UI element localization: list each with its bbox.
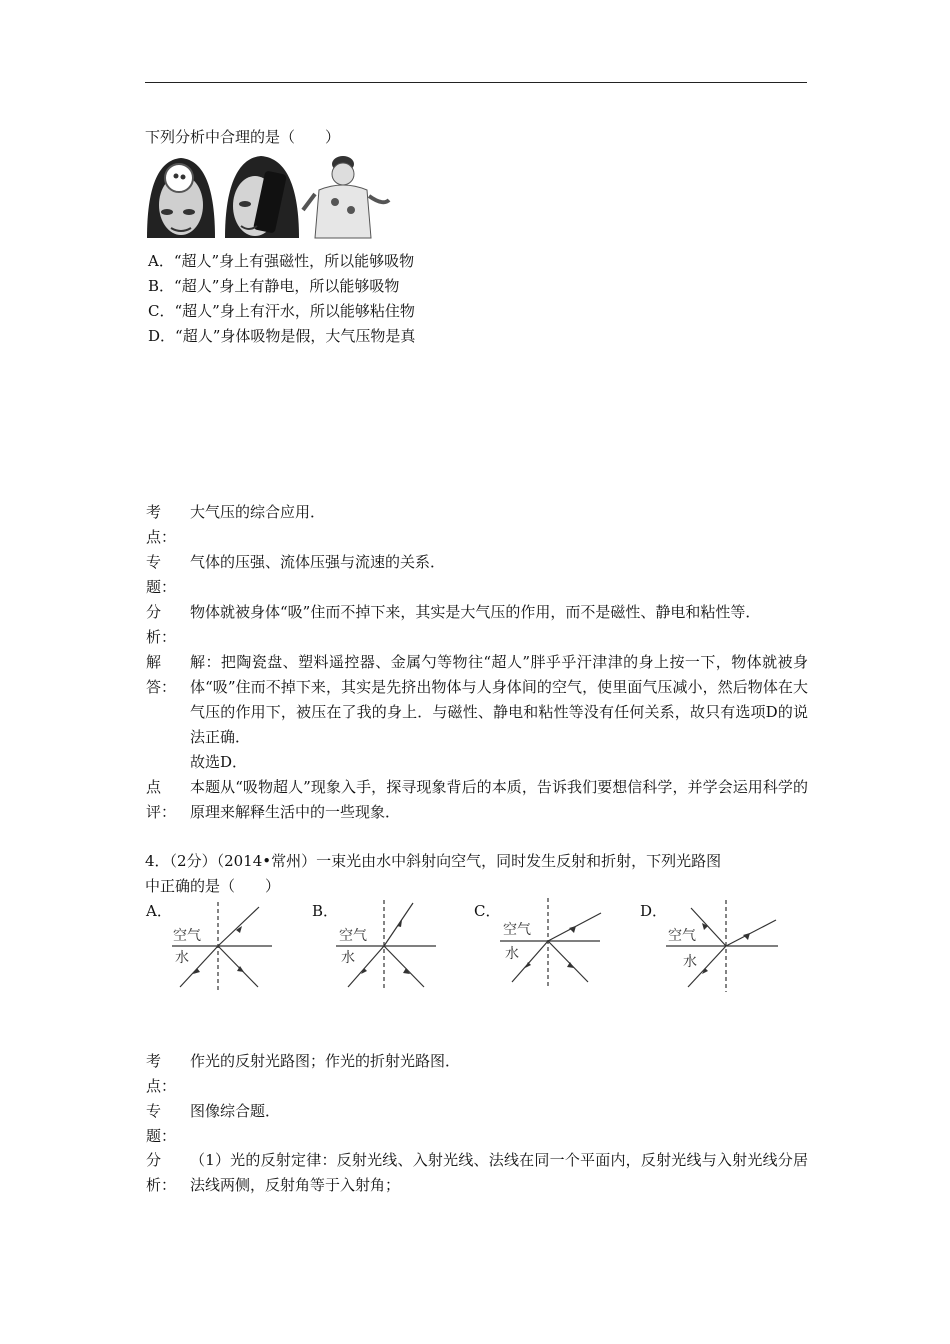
diagram-d-labels: [668, 927, 697, 970]
q4-option-b-label: B．: [312, 902, 339, 920]
q3-jieda-label: 解 答：: [146, 653, 177, 696]
q3-option-d: D．“超人”身体吸物是假，大气压物是真: [148, 327, 416, 345]
diagram-c-air: 空气: [503, 922, 531, 938]
diagram-b-water: 水: [341, 950, 355, 966]
q4-zhuanti-label: 专 题：: [146, 1102, 177, 1145]
q3-jieda-text: 解：把陶瓷盘、塑料遥控器、金属勺等物往“超人”胖乎乎汗津津的身上按一下，物体就被身体“吸”住而不掉下来，其实是先挤出物体与人身体间的空气，使里面气压减小，然后物体在大气压的作用下，被压在了我的身上．与磁性、静电和粘性等没有任何关系，故只有选项D的说法正确． 故选D．: [190, 653, 808, 771]
q3-kaodian-label: 考 点：: [146, 503, 177, 546]
q4-stem-line2: 中正确的是（ ）: [145, 877, 281, 895]
diagram-a-water: 水: [175, 950, 189, 966]
q3-dianping-text: 本题从“吸物超人”现象入手，探寻现象背后的本质，告诉我们要想信科学，并学会运用科学的原理来解释生活中的一些现象．: [190, 778, 808, 821]
diagram-d-water: 水: [683, 954, 697, 970]
diagram-a: [172, 902, 272, 990]
q3-fenxi-label: 分 析：: [146, 603, 177, 646]
diagram-d: [666, 900, 778, 992]
q4-fenxi-text: （1）光的反射定律：反射光线、入射光线、法线在同一个平面内，反射光线与入射光线分居法线两侧，反射角等于入射角；: [190, 1151, 808, 1194]
q3-option-c: C．“超人”身上有汗水，所以能够粘住物: [148, 302, 415, 320]
q4-option-c-label: C．: [474, 902, 501, 920]
q4-kaodian-text: 作光的反射光路图；作光的折射光路图．: [190, 1052, 461, 1070]
diagram-c-water: 水: [505, 946, 519, 962]
q3-option-b: B．“超人”身上有静电，所以能够吸物: [148, 277, 400, 295]
diagram-d-air: 空气: [668, 928, 696, 944]
q4-stem-line1: 4．（2分）（2014•常州）一束光由水中斜射向空气，同时发生反射和折射，下列光路图: [145, 852, 722, 870]
diagram-c: [500, 898, 601, 988]
diagram-a-air: 空气: [173, 928, 201, 944]
q3-option-a: A．“超人”身上有强磁性，所以能够吸物: [148, 252, 415, 270]
diagram-b-air: 空气: [339, 928, 367, 944]
q3-stem: 下列分析中合理的是（ ）: [145, 128, 341, 146]
q4-fenxi-label: 分 析：: [146, 1151, 177, 1194]
q4-option-a-label: A．: [146, 902, 172, 920]
q4-kaodian-label: 考 点：: [146, 1052, 177, 1095]
q4-option-d-label: D．: [640, 902, 668, 920]
q4-zhuanti-text: 图像综合题．: [190, 1102, 281, 1120]
diagram-b: [336, 900, 436, 990]
q3-fenxi-text: 物体就被身体“吸”住而不掉下来，其实是大气压的作用，而不是磁性、静电和粘性等．: [190, 603, 761, 621]
q3-zhuanti-label: 专 题：: [146, 553, 177, 596]
q3-dianping-label: 点 评：: [146, 778, 177, 821]
q3-zhuanti-text: 气体的压强、流体压强与流速的关系．: [190, 553, 446, 571]
q3-kaodian-text: 大气压的综合应用．: [190, 503, 326, 521]
